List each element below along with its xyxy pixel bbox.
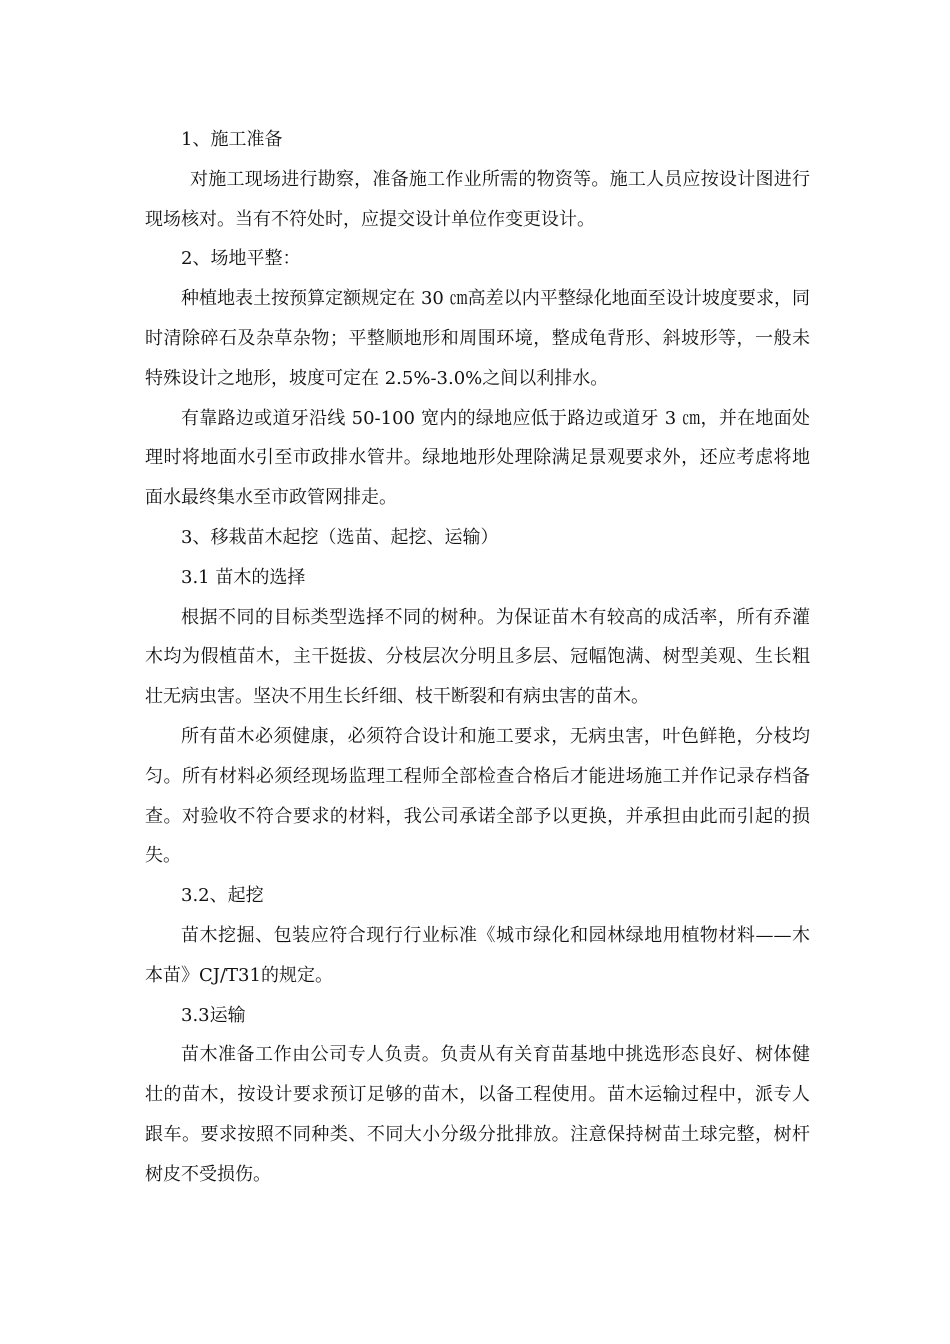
section-heading-construction-prep: 1、施工准备 [181,129,283,150]
subsection-heading-digging: 3.2、起挖 [181,885,264,907]
paragraph-seedling-quality: 所有苗木必须健康，必须符合设计和施工要求，无病虫害，叶色鲜艳，分枝均匀。所有材料必须经现场监理工程师全部检查合格后才能进场施工并作记录存档备查。对验收不符合要求的材料，我公司承诺全部予以更换，并承担由此而引起的损失。 [145,725,810,867]
paragraph-site-survey: 对施工现场进行勘察，准备施工作业所需的物资等。施工人员应按设计图进行现场核对。当有不符处时，应提交设计单位作变更设计。 [145,168,810,230]
paragraph-roadside-drainage: 有靠路边或道牙沿线 50-100 宽内的绿地应低于路边或道牙 3 ㎝，并在地面处理时将地面水引至市政排水管井。绿地地形处理除满足景观要求外，还应考虑将地面水最终集水至市政管网排走。 [145,407,810,509]
section-heading-site-leveling: 2、场地平整： [181,248,301,270]
paragraph-tree-species-selection: 根据不同的目标类型选择不同的树种。为保证苗木有较高的成活率，所有乔灌木均为假植苗木，主干挺拔、分枝层次分明且多层、冠幅饱满、树型美观、生长粗壮无病虫害。坚决不用生长纤细、枝干断裂和有病虫害的苗木。 [145,606,810,708]
paragraph-topsoil-leveling: 种植地表土按预算定额规定在 30 ㎝高差以内平整绿化地面至设计坡度要求，同时清除碎石及杂草杂物；平整顺地形和周围环境，整成龟背形、斜坡形等，一般未特殊设计之地形，坡度可定在 2.5%-3.0%之间以利排水。 [145,288,810,389]
subsection-heading-transport: 3.3运输 [181,1004,246,1026]
paragraph-transport: 苗木准备工作由公司专人负责。负责从有关育苗基地中挑选形态良好、树体健壮的苗木，按设计要求预订足够的苗木，以备工程使用。苗木运输过程中，派专人跟车。要求按照不同种类、不同大小分级分批排放。注意保持树苗土球完整，树杆树皮不受损伤。 [145,1044,810,1185]
section-heading-seedling-digging: 3、移栽苗木起挖（选苗、起挖、运输） [181,526,499,548]
subsection-heading-seedling-selection: 3.1 苗木的选择 [181,566,306,588]
paragraph-digging-standard: 苗木挖掘、包装应符合现行行业标准《城市绿化和园林绿地用植物材料——木本苗》CJ/T31的规定。 [145,924,810,986]
document-body [145,120,810,1195]
